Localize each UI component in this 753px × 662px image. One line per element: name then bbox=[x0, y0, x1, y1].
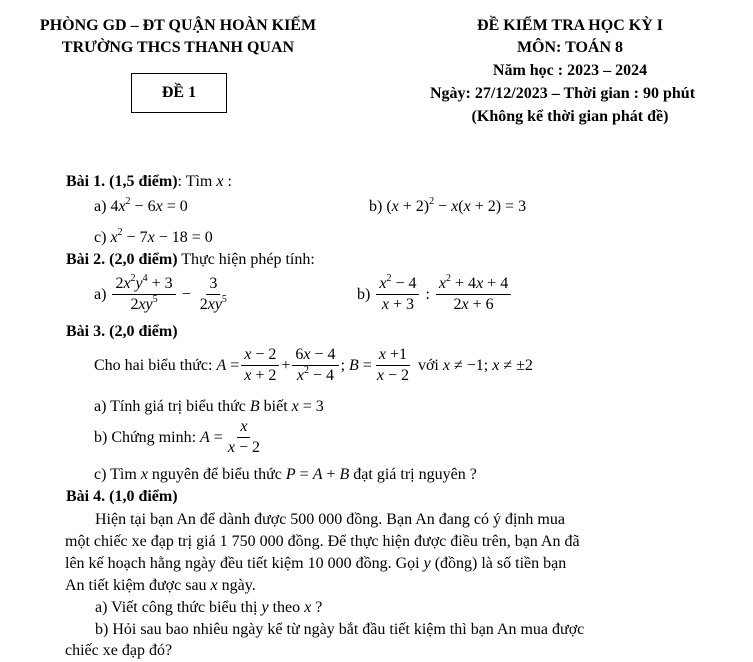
exam-title: ĐỀ KIỂM TRA HỌC KỲ I bbox=[477, 17, 663, 34]
bai4-p1-line4: An tiết kiệm được sau x ngày. bbox=[65, 577, 256, 594]
bai4-b-line1: b) Hỏi sau bao nhiêu ngày kể từ ngày bắt đầu tiết kiệm thì bạn An mua được bbox=[95, 621, 585, 638]
exam-date: Ngày: 27/12/2023 – Thời gian : 90 phút bbox=[429, 85, 696, 102]
bai3-title: Bài 3. (2,0 điểm) bbox=[66, 323, 178, 340]
bai2-title: Bài 2. (2,0 điểm) bbox=[66, 251, 178, 268]
bai1-instruction: : Tìm bbox=[177, 173, 213, 190]
subject: MÔN: TOÁN 8 bbox=[516, 39, 624, 56]
time-note: (Không kể thời gian phát đề) bbox=[471, 108, 669, 125]
school-department: PHÒNG GD – ĐT QUẬN HOÀN KIẾM bbox=[39, 17, 317, 34]
bai2-instruction: Thực hiện phép tính: bbox=[177, 251, 315, 268]
bai4-a: a) Viết công thức biểu thị y theo x ? bbox=[95, 599, 323, 616]
bai3-c: c) Tìm x nguyên để biểu thức P = A + B đạt giá trị nguyên ? bbox=[94, 466, 477, 483]
bai1-a: a) $4x^2 - 6x = 0$ bbox=[94, 196, 188, 215]
bai4-p1-line1: Hiện tại bạn An để dành được 500 000 đồng. Bạn An đang có ý định mua bbox=[95, 511, 565, 528]
bai3-b: b) Chứng minh: A = $\frac{x}{x - 2}$ bbox=[94, 418, 260, 456]
bai2-a: a) $\frac{2x^2y^4 + 3}{2xy^5}$ − $\frac{3}{2xy^5}$ bbox=[94, 273, 227, 313]
bai3-a: a) Tính giá trị biểu thức B biết x = 3 bbox=[94, 398, 324, 415]
bai1-heading: Bài 1. (1,5 điểm): Tìm x : bbox=[66, 173, 232, 190]
bai1-b: b) $(x + 2)^2 - x(x + 2) = 3$ bbox=[369, 196, 527, 215]
bai4-p1-line2: một chiếc xe đạp trị giá 1 750 000 đồng. Để thực hiện được điều trên, bạn An đã bbox=[65, 533, 580, 550]
bai2-b: b) $\frac{x^2 - 4}{x + 3}$ : $\frac{x^2 + 4x + 4}{2x + 6}$ bbox=[357, 275, 513, 314]
bai1-c: c) $x^2 - 7x - 18 = 0$ bbox=[94, 227, 213, 246]
exam-code: ĐỀ 1 bbox=[161, 84, 197, 101]
bai3-intro: Cho hai biểu thức: A = $\frac{x - 2}{x + 2}$ + $\frac{6x - 4}{x^2 - 4}$ ; B = $\frac{x +1}{x - 2}$ với x ≠ −1; x ≠ ±2 bbox=[94, 346, 533, 384]
bai4-b-line2: chiếc xe đạp đó? bbox=[65, 642, 173, 659]
exam-code-box bbox=[131, 73, 227, 113]
school-name: TRƯỜNG THCS THANH QUAN bbox=[61, 39, 295, 56]
bai1-title: Bài 1. (1,5 điểm) bbox=[66, 173, 178, 190]
bai4-title: Bài 4. (1,0 điểm) bbox=[66, 488, 178, 505]
school-year: Năm học : 2023 – 2024 bbox=[492, 62, 648, 79]
bai4-p1-line3: lên kế hoạch hằng ngày đều tiết kiệm 10 000 đồng. Gọi y (đồng) là số tiền bạn bbox=[65, 555, 567, 572]
bai2-heading bbox=[66, 251, 315, 269]
